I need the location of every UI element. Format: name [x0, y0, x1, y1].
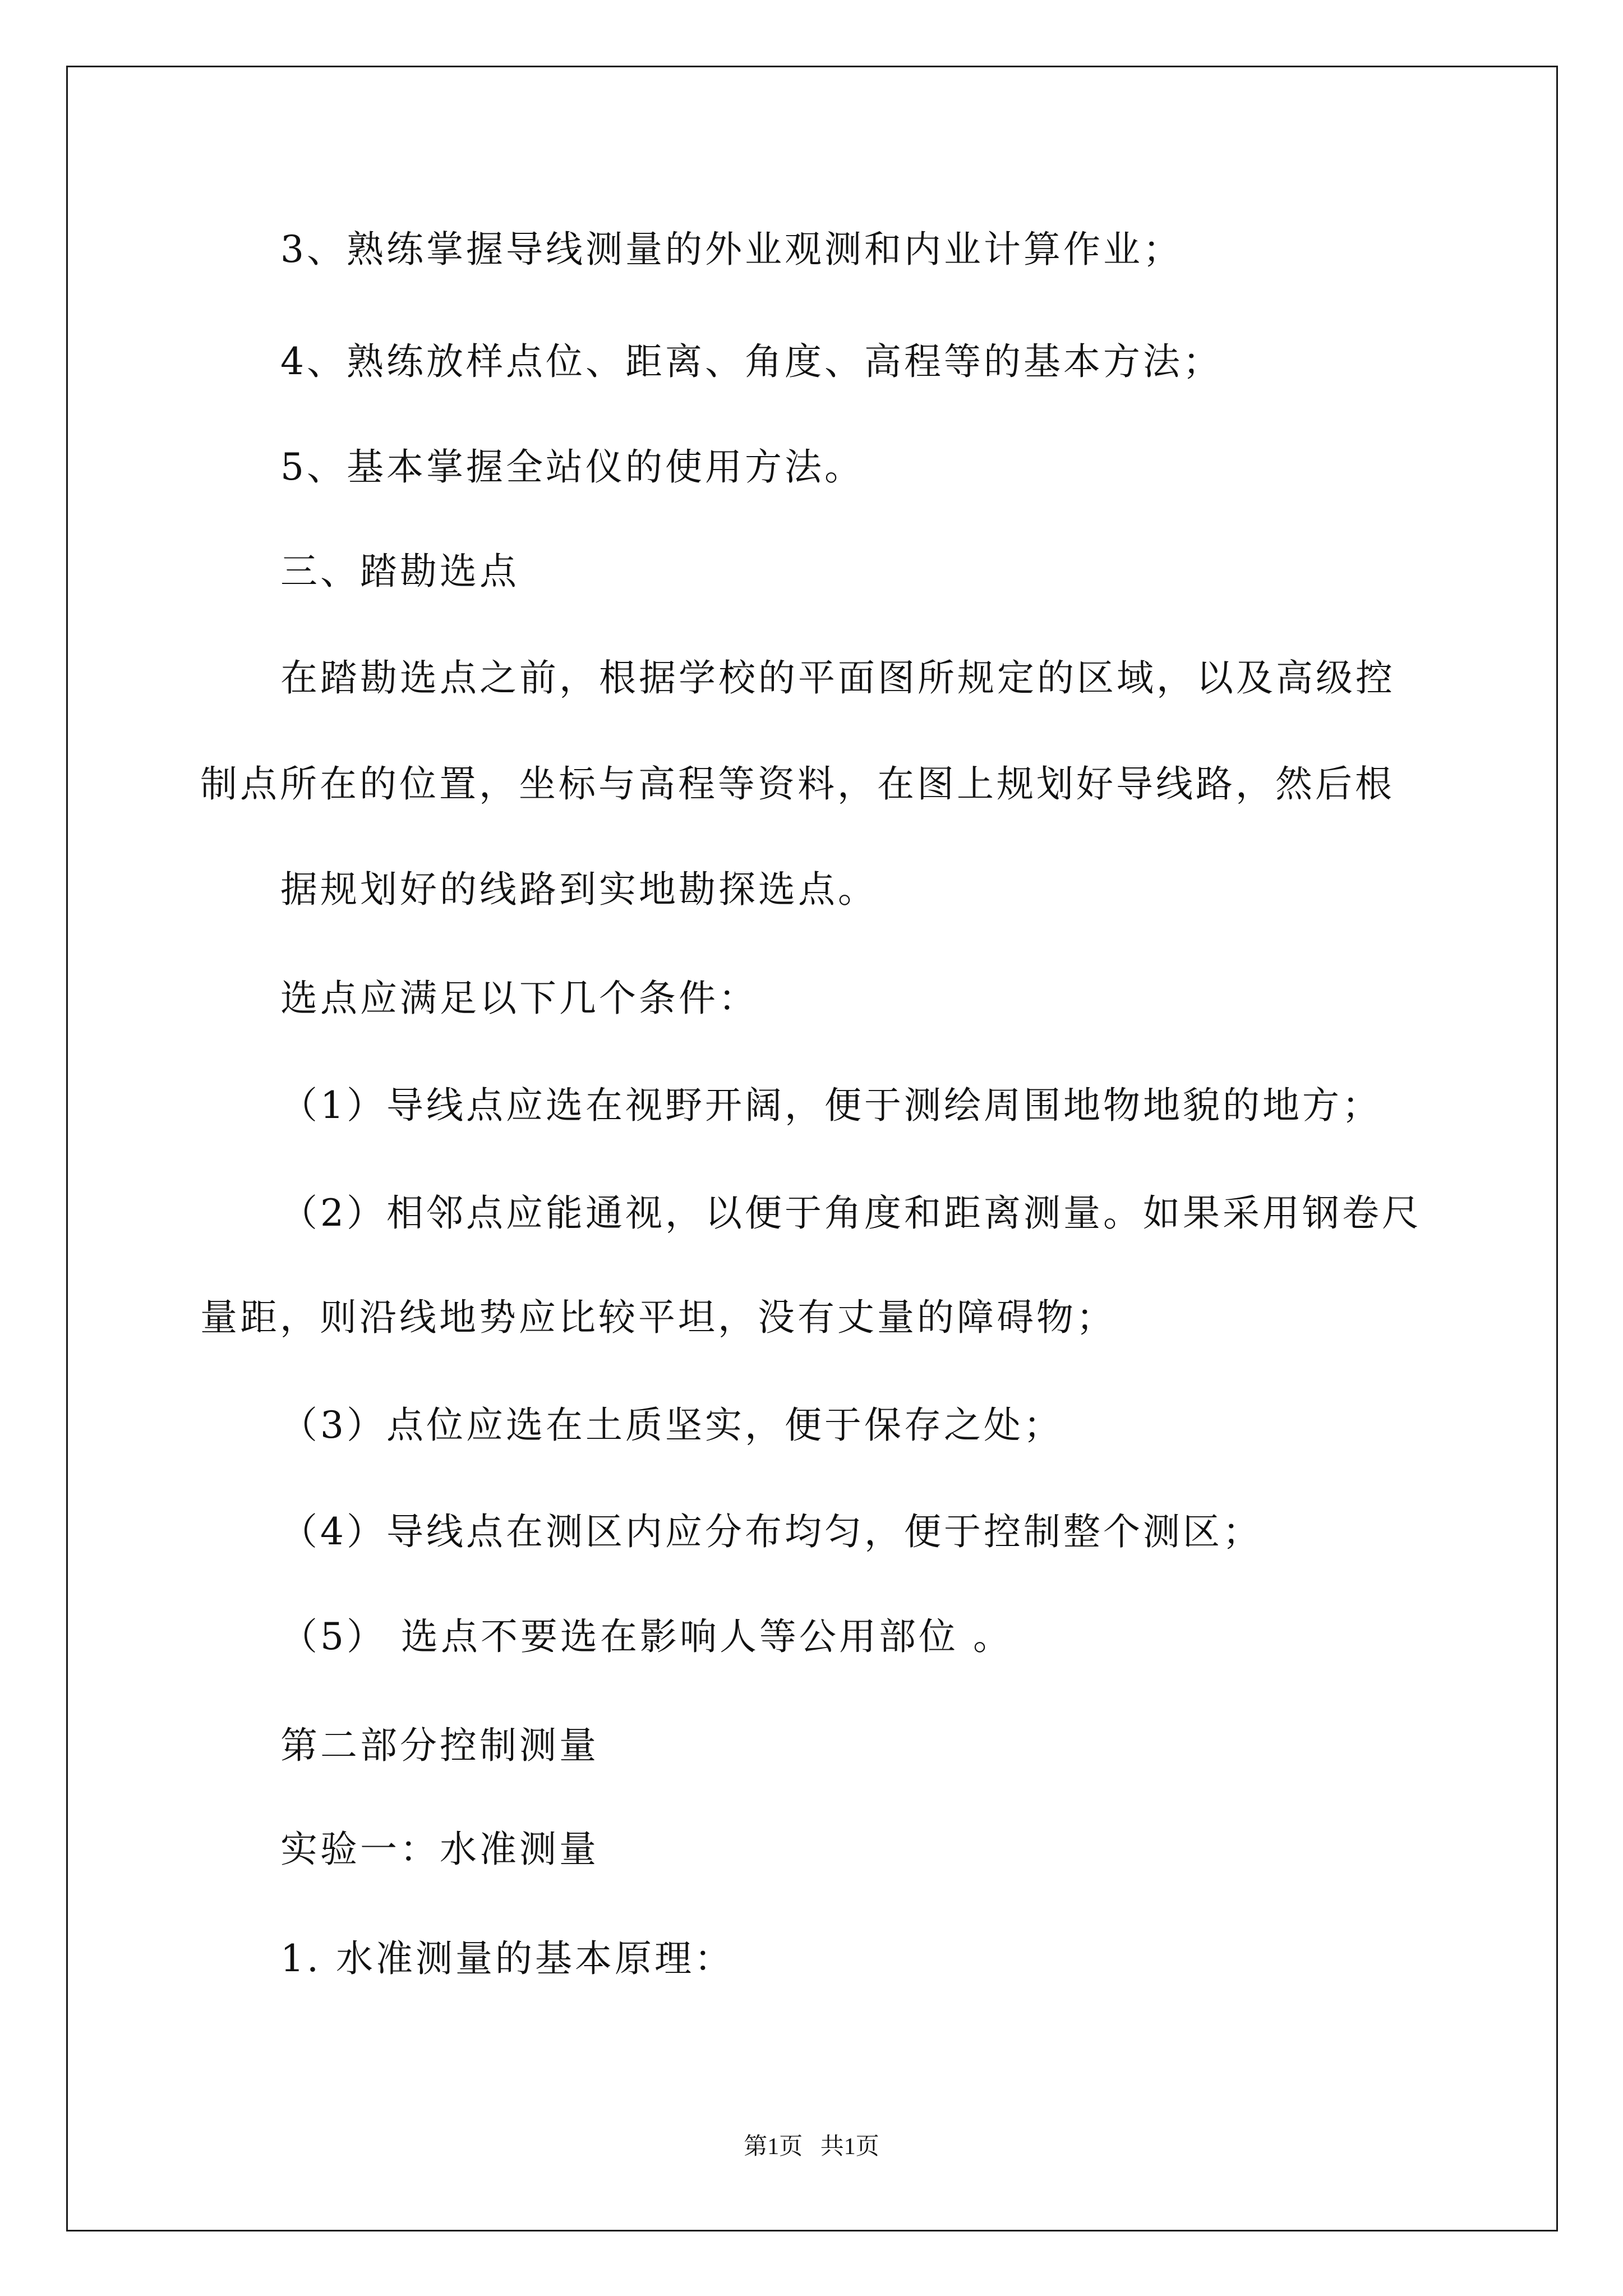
paragraph-line: 制点所在的位置，坐标与高程等资料，在图上规划好导线路，然后根: [200, 762, 1395, 806]
page-border: [66, 66, 1558, 2231]
list-item-4: 4、熟练放样点位、距离、角度、高程等的基本方法；: [280, 340, 1223, 383]
experiment-heading: 实验一：水准测量: [280, 1828, 599, 1871]
list-item-5: 5、基本掌握全站仪的使用方法。: [280, 445, 864, 489]
condition-item-5: （5） 选点不要选在影响人等公用部位 。: [280, 1615, 1013, 1658]
paragraph-intro: 选点应满足以下几个条件：: [280, 977, 758, 1020]
list-item-3: 3、熟练掌握导线测量的外业观测和内业计算作业；: [280, 228, 1183, 271]
condition-item-1: （1）导线点应选在视野开阔，便于测绘周围地物地貌的地方；: [280, 1084, 1382, 1127]
paragraph-line: 在踏勘选点之前，根据学校的平面图所规定的区域，以及高级控: [280, 656, 1395, 700]
condition-item-2-cont: 量距，则沿线地势应比较平坦，没有丈量的障碍物；: [200, 1296, 1116, 1339]
section-heading-3: 三、踏勘选点: [280, 550, 519, 593]
subsection-heading: 1. 水准测量的基本原理：: [280, 1937, 734, 1980]
page-number-footer: 第1页 共1页: [744, 2134, 879, 2160]
condition-item-3: （3）点位应选在土质坚实，便于保存之处；: [280, 1404, 1063, 1447]
paragraph-line: 据规划好的线路到实地勘探选点。: [280, 868, 878, 911]
condition-item-4: （4）导线点在测区内应分布均匀，便于控制整个测区；: [280, 1510, 1262, 1553]
condition-item-2: （2）相邻点应能通视，以便于角度和距离测量。如果采用钢卷尺: [280, 1191, 1422, 1235]
part-heading: 第二部分控制测量: [280, 1724, 599, 1767]
